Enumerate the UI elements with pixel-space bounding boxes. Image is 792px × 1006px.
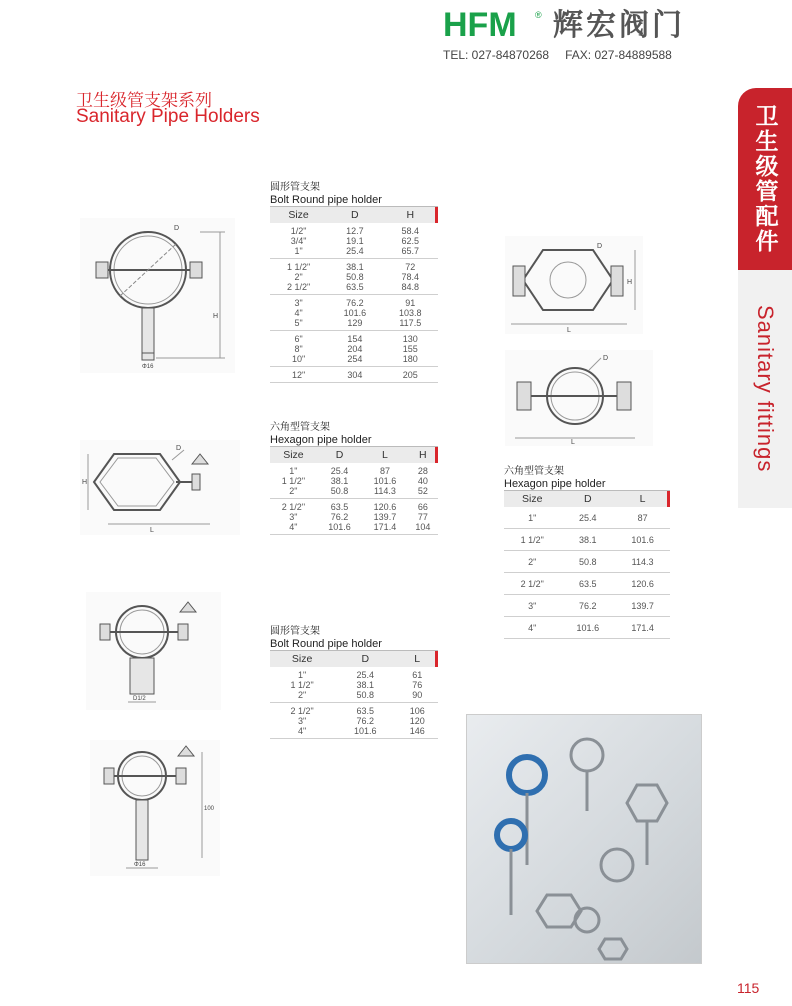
- table1-header-h: H: [383, 207, 438, 224]
- table-row: [270, 680, 438, 690]
- table-cell: 171.4: [362, 522, 407, 535]
- table-row: [270, 499, 438, 513]
- table-cell: 3": [294, 298, 303, 308]
- table-bolt-round-2: [270, 626, 438, 739]
- table-cell: 8": [294, 344, 303, 354]
- product-photo-illustration: [467, 715, 701, 963]
- table-cell: 63.5: [330, 502, 349, 512]
- registered-mark: ®: [535, 10, 542, 20]
- table-cell: 38.1: [330, 476, 349, 486]
- table-cell: 77: [417, 512, 428, 522]
- table1-header-row: [270, 207, 438, 224]
- table-row: [270, 367, 438, 383]
- table-cell: 91: [405, 298, 416, 308]
- table-row: [504, 573, 670, 595]
- hex-label-d: D: [176, 445, 182, 452]
- table-cell: 50.8: [317, 486, 362, 499]
- page-title-cn: 卫生级管支架系列: [76, 91, 212, 111]
- table-row: [270, 486, 438, 499]
- table-row: [270, 690, 438, 703]
- table-row: [270, 246, 438, 259]
- table-cell: 104: [408, 522, 438, 535]
- table2-caption-en: Hexagon pipe holder: [270, 434, 372, 446]
- table-row: [270, 522, 438, 535]
- table-cell: 63.5: [560, 573, 615, 595]
- table-cell: 25.4: [330, 466, 349, 476]
- table-row: [270, 726, 438, 739]
- table-cell: 1/2": [290, 226, 307, 236]
- table-cell: 4": [270, 726, 334, 739]
- table-cell: 1": [297, 670, 307, 680]
- page-number: 115: [737, 980, 760, 996]
- table-row: [270, 463, 438, 476]
- table-cell: 114.3: [362, 486, 407, 499]
- table1-caption-en: Bolt Round pipe holder: [270, 194, 382, 206]
- table-cell: 254: [327, 354, 382, 367]
- table-row: [504, 617, 670, 639]
- table-cell: 38.1: [356, 680, 375, 690]
- table-cell: 76.2: [330, 512, 349, 522]
- table-row: [270, 308, 438, 318]
- table-cell: 25.4: [560, 507, 615, 529]
- table-cell: 76.2: [346, 298, 364, 308]
- table-cell: 101.6: [373, 476, 397, 486]
- table-cell: 154: [347, 334, 363, 344]
- table-cell: 101.6: [560, 617, 615, 639]
- table-cell: 155: [402, 344, 418, 354]
- table-row: [270, 667, 438, 680]
- table-cell: 1 1/2": [281, 476, 306, 486]
- sidebar-tab-en: [738, 270, 792, 508]
- hex-label-h: H: [82, 479, 88, 486]
- table-cell: 76.2: [356, 716, 375, 726]
- label-d: D: [174, 225, 180, 232]
- table-row: [270, 318, 438, 331]
- table-cell: 90: [396, 690, 438, 703]
- table3-caption-cn: 圆形管支架: [270, 626, 320, 637]
- table2: [270, 446, 438, 535]
- hex-label-l: L: [150, 527, 154, 534]
- table3-caption-en: Bolt Round pipe holder: [270, 638, 382, 650]
- table-cell: 52: [408, 486, 438, 499]
- table-cell: 2 1/2": [290, 706, 314, 716]
- table1: [270, 206, 438, 383]
- table3-header-d: D: [334, 651, 396, 668]
- table2-header-d: D: [317, 447, 362, 464]
- fax-number: FAX: 027-84889588: [565, 48, 672, 62]
- table-row: [270, 703, 438, 717]
- page-title-en: Sanitary Pipe Holders: [76, 106, 260, 127]
- table-cell: 2": [270, 690, 334, 703]
- table-cell: 3": [504, 595, 560, 617]
- table1-header-size: Size: [270, 207, 327, 224]
- table4-caption-en: Hexagon pipe holder: [504, 478, 606, 490]
- table-cell: 120.6: [615, 573, 670, 595]
- table-cell: 6": [294, 334, 303, 344]
- stem-label-phi: Φ16: [134, 862, 146, 868]
- table-cell: 2 1/2": [270, 282, 327, 295]
- table-cell: 101.6: [615, 529, 670, 551]
- brand-chinese-name: 辉宏阀门: [553, 8, 685, 43]
- table-cell: 65.7: [383, 246, 438, 259]
- roundbolt-label-d: D: [603, 355, 609, 362]
- table-cell: 28: [417, 466, 428, 476]
- stem-label-100: 100: [204, 806, 215, 812]
- table-cell: 66: [417, 502, 428, 512]
- product-photo: [466, 714, 702, 964]
- table-cell: 84.8: [383, 282, 438, 295]
- sidebar-tab-cn: [738, 88, 792, 270]
- table-row: [270, 716, 438, 726]
- table-row: [504, 529, 670, 551]
- table-row: [504, 595, 670, 617]
- table-cell: 120: [409, 716, 425, 726]
- table-cell: 38.1: [346, 262, 364, 272]
- table-cell: 114.3: [615, 551, 670, 573]
- table-row: [270, 282, 438, 295]
- table-cell: 72: [405, 262, 416, 272]
- table2-header-l: L: [362, 447, 407, 464]
- table3-header-l: L: [396, 651, 438, 668]
- table-cell: 2 1/2": [504, 573, 560, 595]
- table2-caption-cn: 六角型管支架: [270, 422, 330, 433]
- sidebar-tab-cn-label: 卫生级管配件: [751, 104, 778, 254]
- table4-caption-cn: 六角型管支架: [504, 466, 564, 477]
- table4: [504, 490, 670, 639]
- table-cell: 2": [270, 486, 317, 499]
- table-cell: 87: [615, 507, 670, 529]
- table-cell: 62.5: [401, 236, 420, 246]
- table-cell: 205: [383, 367, 438, 383]
- hexbolt-label-l: L: [567, 327, 571, 334]
- table-cell: 1": [289, 466, 298, 476]
- table-row: [504, 551, 670, 573]
- table4-header-d: D: [560, 491, 615, 508]
- table-cell: 63.5: [327, 282, 382, 295]
- table-cell: 117.5: [383, 318, 438, 331]
- table-cell: 40: [417, 476, 428, 486]
- tube-label-d1-2: D1/2: [133, 696, 146, 702]
- table-cell: 1": [504, 507, 560, 529]
- table-cell: 4": [294, 308, 303, 318]
- table-cell: 25.4: [327, 246, 382, 259]
- table-cell: 78.4: [401, 272, 420, 282]
- table-cell: 1 1/2": [286, 262, 311, 272]
- brand-hfm-text: HFM: [443, 6, 517, 44]
- table-hexagon-2: [504, 466, 670, 639]
- table-cell: 304: [327, 367, 382, 383]
- table-cell: 25.4: [356, 670, 375, 680]
- bolt-round-holder-drawing: [80, 218, 235, 373]
- hexagon-holder-drawing: [80, 440, 240, 535]
- table3-header-size: Size: [270, 651, 334, 668]
- table-cell: 63.5: [356, 706, 375, 716]
- table-cell: 50.8: [334, 690, 396, 703]
- table-row: [270, 223, 438, 236]
- table-row: [270, 512, 438, 522]
- table2-header-size: Size: [270, 447, 317, 464]
- table-cell: 87: [379, 466, 390, 476]
- table-cell: 101.6: [343, 308, 367, 318]
- roundbolt-label-l: L: [571, 439, 575, 446]
- label-phi16: Φ16: [142, 364, 154, 370]
- table-cell: 101.6: [317, 522, 362, 535]
- table-bolt-round-1: [270, 182, 438, 383]
- table-cell: 139.7: [373, 512, 397, 522]
- table-cell: 5": [270, 318, 327, 331]
- sidebar-tab-en-label: Sanitary fittings: [753, 305, 778, 473]
- table-cell: 146: [396, 726, 438, 739]
- round-bolt-holder-drawing: [505, 350, 653, 446]
- label-h: H: [213, 313, 219, 320]
- table-row: [270, 354, 438, 367]
- table-cell: 50.8: [560, 551, 615, 573]
- table-cell: 2 1/2": [281, 502, 306, 512]
- table-cell: 130: [402, 334, 418, 344]
- table-cell: 129: [327, 318, 382, 331]
- table-cell: 4": [504, 617, 560, 639]
- table-cell: 4": [270, 522, 317, 535]
- table-cell: 103.8: [399, 308, 422, 318]
- round-holder-stem-drawing: [90, 740, 220, 876]
- table-cell: 1 1/2": [290, 680, 314, 690]
- table2-header-row: [270, 447, 438, 464]
- hexbolt-label-d: D: [597, 243, 603, 250]
- table1-caption-cn: 圆形管支架: [270, 182, 320, 193]
- table-cell: 180: [383, 354, 438, 367]
- tel-number: TEL: 027-84870268: [443, 48, 550, 62]
- table-cell: 38.1: [560, 529, 615, 551]
- table4-header-size: Size: [504, 491, 560, 508]
- table-cell: 171.4: [615, 617, 670, 639]
- table4-header-l: L: [615, 491, 670, 508]
- table-cell: 12": [270, 367, 327, 383]
- table-row: [504, 507, 670, 529]
- table2-header-h: H: [408, 447, 438, 464]
- table-cell: 19.1: [346, 236, 364, 246]
- table1-header-d: D: [327, 207, 382, 224]
- table-cell: 61: [412, 670, 423, 680]
- table-row: [270, 476, 438, 486]
- table-cell: 106: [409, 706, 425, 716]
- table-row: [270, 236, 438, 246]
- table-cell: 139.7: [615, 595, 670, 617]
- table-cell: 3/4": [290, 236, 307, 246]
- table3: [270, 650, 438, 739]
- table-cell: 76.2: [560, 595, 615, 617]
- table4-header-row: [504, 491, 670, 508]
- table-cell: 1 1/2": [504, 529, 560, 551]
- table-row: [270, 272, 438, 282]
- table-row: [270, 331, 438, 345]
- round-holder-tube-drawing: [86, 592, 221, 710]
- table-row: [270, 259, 438, 273]
- table-row: [270, 295, 438, 309]
- table-cell: 76: [412, 680, 423, 690]
- hexbolt-label-h: H: [627, 279, 633, 286]
- table-row: [270, 344, 438, 354]
- table-cell: 1": [270, 246, 327, 259]
- table-cell: 101.6: [334, 726, 396, 739]
- table-cell: 3": [297, 716, 307, 726]
- table-cell: 50.8: [346, 272, 364, 282]
- table-cell: 12.7: [346, 226, 364, 236]
- table-cell: 10": [270, 354, 327, 367]
- table-cell: 2": [294, 272, 303, 282]
- table-hexagon-1: [270, 422, 438, 535]
- contact-line: [443, 48, 688, 62]
- table-cell: 120.6: [373, 502, 397, 512]
- table3-header-row: [270, 651, 438, 668]
- hexagon-bolt-holder-drawing: [505, 236, 643, 334]
- table-cell: 2": [504, 551, 560, 573]
- table-cell: 3": [289, 512, 298, 522]
- table-cell: 58.4: [401, 226, 420, 236]
- table-cell: 204: [347, 344, 363, 354]
